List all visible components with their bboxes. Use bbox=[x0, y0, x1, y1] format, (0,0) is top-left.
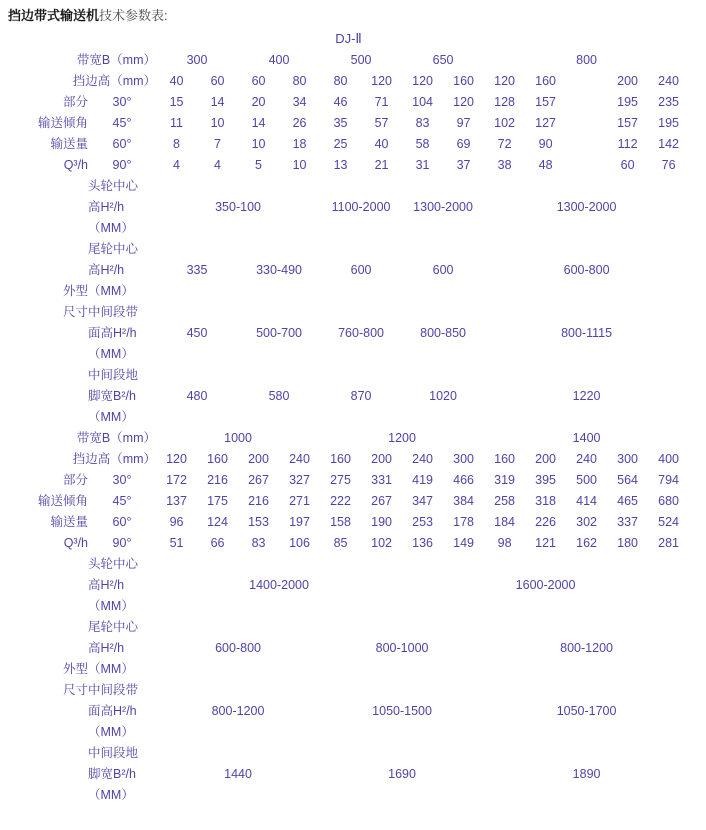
table-cell: 200 bbox=[371, 452, 392, 466]
table-cell: 98 bbox=[497, 536, 512, 550]
table-cell: 258 bbox=[494, 494, 515, 508]
table-cell: 10 bbox=[251, 137, 266, 151]
table-cell: （MM） bbox=[88, 725, 134, 739]
table-row bbox=[8, 470, 689, 491]
table-cell: 178 bbox=[453, 515, 474, 529]
table-cell: 11 bbox=[170, 116, 183, 130]
table-cell: 160 bbox=[207, 452, 228, 466]
table-row bbox=[8, 554, 689, 575]
params-table-body bbox=[8, 50, 689, 806]
table-cell: 71 bbox=[374, 95, 389, 109]
table-cell: 162 bbox=[576, 536, 597, 550]
table-row bbox=[8, 113, 689, 134]
table-cell: 300 bbox=[617, 452, 638, 466]
table-cell-empty bbox=[8, 176, 88, 197]
table-cell: （MM） bbox=[88, 284, 134, 298]
table-cell: 395 bbox=[535, 473, 556, 487]
table-cell: （MM） bbox=[88, 662, 134, 676]
table-cell-empty bbox=[156, 344, 689, 365]
table-cell: 14 bbox=[251, 116, 266, 130]
table-cell: （MM） bbox=[88, 599, 134, 613]
table-cell: 1050-1500 bbox=[372, 704, 432, 718]
table-row bbox=[8, 155, 689, 176]
table-row bbox=[8, 281, 689, 302]
table-cell-empty bbox=[156, 302, 689, 323]
table-cell-empty bbox=[156, 218, 689, 239]
table-cell: 180 bbox=[617, 536, 638, 550]
table-cell: 197 bbox=[289, 515, 310, 529]
table-cell-empty bbox=[156, 176, 689, 197]
table-cell-empty bbox=[156, 785, 689, 806]
params-table bbox=[8, 50, 689, 806]
table-row bbox=[8, 323, 689, 344]
table-cell-empty bbox=[8, 218, 88, 239]
table-cell-empty bbox=[156, 659, 689, 680]
table-cell: 466 bbox=[453, 473, 474, 487]
table-cell: 外型 bbox=[62, 284, 88, 298]
table-cell: 83 bbox=[415, 116, 430, 130]
table-cell: 300 bbox=[453, 452, 474, 466]
table-cell-empty bbox=[8, 344, 88, 365]
table-cell: 中间段地 bbox=[88, 368, 139, 382]
table-cell: 106 bbox=[289, 536, 310, 550]
table-cell: 外型 bbox=[62, 662, 88, 676]
table-cell: 8 bbox=[173, 137, 180, 151]
table-cell: 160 bbox=[535, 74, 556, 88]
table-cell: 76 bbox=[661, 158, 676, 172]
table-cell: 18 bbox=[292, 137, 307, 151]
table-cell: 195 bbox=[617, 95, 638, 109]
table-cell-empty bbox=[156, 554, 689, 575]
table-cell: 281 bbox=[658, 536, 679, 550]
table-cell: 157 bbox=[617, 116, 638, 130]
table-cell: 128 bbox=[494, 95, 515, 109]
table-cell: 600 bbox=[432, 263, 454, 277]
table-cell: 部分 bbox=[62, 473, 88, 487]
table-cell: 60 bbox=[251, 74, 266, 88]
table-cell: 800-1200 bbox=[560, 641, 613, 655]
table-cell: 1200 bbox=[388, 431, 416, 445]
table-cell: 头轮中心 bbox=[88, 179, 139, 193]
table-cell: 200 bbox=[248, 452, 269, 466]
page-title-rest: 技术参数表: bbox=[99, 8, 168, 23]
table-cell: 240 bbox=[412, 452, 433, 466]
table-cell: 500 bbox=[576, 473, 597, 487]
table-cell: 60 bbox=[210, 74, 225, 88]
table-cell: Q³/h bbox=[63, 536, 88, 550]
table-cell: 带宽B（mm） bbox=[76, 53, 157, 67]
table-cell: 222 bbox=[330, 494, 351, 508]
table-cell: 800-1000 bbox=[375, 641, 429, 655]
table-cell: 48 bbox=[538, 158, 553, 172]
table-cell: 输送量 bbox=[50, 515, 88, 529]
table-cell-empty bbox=[8, 197, 88, 218]
table-cell: 302 bbox=[576, 515, 597, 529]
table-cell: 尺寸 bbox=[62, 683, 88, 697]
table-cell: 149 bbox=[453, 536, 474, 550]
table-cell: 271 bbox=[289, 494, 310, 508]
table-cell: 26 bbox=[292, 116, 307, 130]
table-row bbox=[8, 344, 689, 365]
table-cell: 235 bbox=[658, 95, 679, 109]
table-cell: 38 bbox=[497, 158, 512, 172]
table-cell: Q³/h bbox=[63, 158, 88, 172]
table-row bbox=[8, 428, 689, 449]
table-cell: 400 bbox=[658, 452, 679, 466]
table-cell: 4 bbox=[173, 158, 180, 172]
table-cell: 1050-1700 bbox=[556, 704, 617, 718]
table-cell: 1400 bbox=[572, 431, 601, 445]
table-cell: 200 bbox=[617, 74, 638, 88]
table-cell: 190 bbox=[371, 515, 392, 529]
table-cell: 1690 bbox=[388, 767, 416, 781]
table-cell: 37 bbox=[456, 158, 471, 172]
table-row bbox=[8, 449, 689, 470]
table-cell: 240 bbox=[289, 452, 310, 466]
table-cell: 760-800 bbox=[338, 326, 384, 340]
table-cell: 120 bbox=[412, 74, 433, 88]
table-cell: 253 bbox=[412, 515, 433, 529]
table-cell: 31 bbox=[415, 158, 430, 172]
table-cell: 尾轮中心 bbox=[88, 242, 139, 256]
table-cell: 136 bbox=[412, 536, 433, 550]
table-cell-empty bbox=[8, 743, 88, 764]
table-row bbox=[8, 491, 689, 512]
table-row bbox=[8, 701, 689, 722]
table-cell: 800-1115 bbox=[561, 326, 613, 340]
table-cell: 500-700 bbox=[256, 326, 302, 340]
table-cell: 96 bbox=[169, 515, 184, 529]
table-cell: 46 bbox=[333, 95, 348, 109]
table-cell-empty bbox=[8, 617, 88, 638]
table-cell-empty bbox=[156, 617, 689, 638]
table-cell: 350-100 bbox=[215, 200, 261, 214]
table-cell: 60° bbox=[112, 515, 132, 529]
table-cell: 30° bbox=[112, 95, 132, 109]
table-cell: 1600-2000 bbox=[515, 578, 576, 592]
table-cell: 1100-2000 bbox=[331, 200, 391, 214]
table-row bbox=[8, 743, 689, 764]
table-cell: 160 bbox=[330, 452, 351, 466]
table-cell-empty bbox=[8, 764, 88, 785]
table-cell: 挡边高（mm） bbox=[72, 74, 157, 88]
table-cell: 195 bbox=[658, 116, 679, 130]
table-cell: 275 bbox=[330, 473, 351, 487]
table-row bbox=[8, 512, 689, 533]
table-cell: 25 bbox=[333, 137, 348, 151]
table-cell: 318 bbox=[535, 494, 556, 508]
table-cell: 57 bbox=[374, 116, 389, 130]
table-cell: 240 bbox=[658, 74, 679, 88]
table-row bbox=[8, 71, 689, 92]
table-cell-empty bbox=[156, 407, 689, 428]
table-cell: 267 bbox=[248, 473, 269, 487]
table-cell: 419 bbox=[412, 473, 433, 487]
table-cell: 高H²/h bbox=[88, 200, 125, 214]
table-cell-empty bbox=[8, 596, 88, 617]
table-cell: 脚宽B²/h bbox=[88, 389, 136, 403]
table-cell: 13 bbox=[333, 158, 348, 172]
table-cell: 327 bbox=[289, 473, 310, 487]
table-cell: 面高H²/h bbox=[88, 704, 137, 718]
table-cell: 337 bbox=[617, 515, 638, 529]
table-cell: （MM） bbox=[88, 410, 134, 424]
table-row bbox=[8, 533, 689, 554]
table-cell: 20 bbox=[251, 95, 266, 109]
table-cell: 尺寸 bbox=[62, 305, 88, 319]
table-row bbox=[8, 596, 689, 617]
table-cell: 335 bbox=[186, 263, 208, 277]
table-cell-empty bbox=[156, 281, 689, 302]
table-cell: 7 bbox=[214, 137, 221, 151]
table-cell: 870 bbox=[350, 389, 372, 403]
table-cell: 60 bbox=[620, 158, 635, 172]
table-cell: 高H²/h bbox=[88, 641, 125, 655]
table-cell: 800-850 bbox=[420, 326, 466, 340]
table-cell: 挡边高（mm） bbox=[72, 452, 157, 466]
table-cell: 120 bbox=[453, 95, 474, 109]
table-cell: 72 bbox=[497, 137, 512, 151]
table-row bbox=[8, 239, 689, 260]
table-cell: 输送量 bbox=[50, 137, 88, 151]
table-cell-empty bbox=[8, 701, 88, 722]
table-row bbox=[8, 659, 689, 680]
table-cell: 4 bbox=[214, 158, 221, 172]
table-cell: 800 bbox=[576, 53, 597, 67]
table-row bbox=[8, 575, 689, 596]
table-cell: 800-1200 bbox=[211, 704, 265, 718]
table-cell: 120 bbox=[494, 74, 515, 88]
table-cell-empty bbox=[8, 239, 88, 260]
table-cell: 51 bbox=[169, 536, 184, 550]
table-cell-empty bbox=[566, 113, 607, 134]
table-cell: 带宽B（mm） bbox=[76, 431, 157, 445]
table-cell: 650 bbox=[432, 53, 454, 67]
table-cell: 200 bbox=[535, 452, 556, 466]
table-cell: 1300-2000 bbox=[413, 200, 473, 214]
table-cell: 600 bbox=[350, 263, 372, 277]
table-cell-empty bbox=[8, 785, 88, 806]
table-cell: 120 bbox=[371, 74, 392, 88]
table-cell: 331 bbox=[371, 473, 392, 487]
table-cell: 104 bbox=[412, 95, 433, 109]
table-cell: 226 bbox=[535, 515, 556, 529]
table-cell: 267 bbox=[371, 494, 392, 508]
table-row bbox=[8, 218, 689, 239]
table-cell: 153 bbox=[248, 515, 269, 529]
table-cell-empty bbox=[156, 365, 689, 386]
table-cell: 384 bbox=[453, 494, 474, 508]
table-row bbox=[8, 134, 689, 155]
table-cell: 14 bbox=[210, 95, 225, 109]
table-cell: 500 bbox=[350, 53, 372, 67]
table-cell: 216 bbox=[207, 473, 228, 487]
table-cell: 40 bbox=[374, 137, 389, 151]
table-cell: 580 bbox=[268, 389, 290, 403]
table-cell-empty bbox=[156, 722, 689, 743]
table-cell: 97 bbox=[456, 116, 471, 130]
table-cell: 40 bbox=[169, 74, 184, 88]
table-cell-empty bbox=[566, 92, 607, 113]
table-cell-empty bbox=[8, 575, 88, 596]
table-cell: 172 bbox=[166, 473, 187, 487]
table-cell: 414 bbox=[576, 494, 597, 508]
table-cell: 10 bbox=[210, 116, 225, 130]
table-cell-empty bbox=[8, 323, 88, 344]
table-cell: 35 bbox=[333, 116, 348, 130]
table-cell: 1440 bbox=[224, 767, 252, 781]
table-cell: 头轮中心 bbox=[88, 557, 139, 571]
table-cell: 184 bbox=[494, 515, 515, 529]
table-cell: 158 bbox=[330, 515, 351, 529]
table-cell: 794 bbox=[658, 473, 679, 487]
table-row bbox=[8, 302, 689, 323]
table-cell: 160 bbox=[494, 452, 515, 466]
table-cell: 脚宽B²/h bbox=[88, 767, 136, 781]
table-cell: 90 bbox=[538, 137, 553, 151]
table-cell: 240 bbox=[576, 452, 597, 466]
table-cell: （MM） bbox=[88, 347, 134, 361]
table-cell: 输送倾角 bbox=[37, 116, 88, 130]
page-title-bold: 挡边带式输送机 bbox=[8, 8, 100, 23]
table-cell-empty bbox=[566, 155, 607, 176]
table-cell-empty bbox=[8, 386, 88, 407]
table-cell: 465 bbox=[617, 494, 638, 508]
table-cell: 1300-2000 bbox=[556, 200, 617, 214]
table-cell-empty bbox=[156, 239, 689, 260]
table-cell: 1400-2000 bbox=[249, 578, 309, 592]
table-cell: 部分 bbox=[62, 95, 88, 109]
table-row bbox=[8, 92, 689, 113]
table-cell: 1220 bbox=[572, 389, 601, 403]
table-cell: 124 bbox=[207, 515, 228, 529]
table-cell: 输送倾角 bbox=[37, 494, 88, 508]
table-cell: 600-800 bbox=[215, 641, 261, 655]
table-cell: 45° bbox=[112, 494, 132, 508]
table-cell: 102 bbox=[494, 116, 515, 130]
table-cell: 400 bbox=[268, 53, 290, 67]
table-cell: 680 bbox=[658, 494, 679, 508]
table-cell-empty bbox=[8, 554, 88, 575]
table-row bbox=[8, 764, 689, 785]
table-cell: 1000 bbox=[224, 431, 252, 445]
table-cell-empty bbox=[8, 638, 88, 659]
table-cell: 80 bbox=[292, 74, 307, 88]
table-cell: 347 bbox=[412, 494, 433, 508]
table-cell: 319 bbox=[494, 473, 515, 487]
table-cell: 600-800 bbox=[563, 263, 610, 277]
table-row bbox=[8, 176, 689, 197]
table-cell-empty bbox=[156, 680, 689, 701]
table-cell: 564 bbox=[617, 473, 638, 487]
table-cell-empty bbox=[8, 407, 88, 428]
table-cell: （MM） bbox=[88, 788, 134, 802]
table-cell: 83 bbox=[251, 536, 266, 550]
table-cell: 112 bbox=[617, 137, 638, 151]
table-cell: 300 bbox=[186, 53, 208, 67]
table-cell: 中间段地 bbox=[88, 746, 139, 760]
table-cell: 尾轮中心 bbox=[88, 620, 139, 634]
table-cell: 157 bbox=[535, 95, 556, 109]
table-cell: 480 bbox=[186, 389, 208, 403]
table-cell: 5 bbox=[255, 158, 262, 172]
table-cell: 330-490 bbox=[256, 263, 302, 277]
table-cell: 34 bbox=[292, 95, 307, 109]
table-cell: 524 bbox=[658, 515, 679, 529]
table-cell: 1890 bbox=[572, 767, 601, 781]
table-cell-empty bbox=[566, 71, 607, 92]
table-cell: 85 bbox=[333, 536, 348, 550]
table-cell: 66 bbox=[210, 536, 225, 550]
table-row bbox=[8, 197, 689, 218]
table-cell: 60° bbox=[112, 137, 132, 151]
table-cell: 45° bbox=[112, 116, 132, 130]
table-cell: 1020 bbox=[429, 389, 457, 403]
table-cell: 216 bbox=[248, 494, 269, 508]
table-cell: （MM） bbox=[88, 221, 134, 235]
table-cell: 160 bbox=[453, 74, 474, 88]
table-row bbox=[8, 785, 689, 806]
table-cell: 102 bbox=[371, 536, 392, 550]
table-cell: 15 bbox=[169, 95, 184, 109]
table-cell-empty bbox=[156, 743, 689, 764]
table-cell-empty bbox=[8, 260, 88, 281]
table-row bbox=[8, 386, 689, 407]
table-cell: 69 bbox=[456, 137, 471, 151]
table-cell: 面高H²/h bbox=[88, 326, 137, 340]
table-row bbox=[8, 260, 689, 281]
table-cell: 121 bbox=[535, 536, 556, 550]
table-cell-empty bbox=[566, 134, 607, 155]
table-cell: 137 bbox=[166, 494, 187, 508]
table-cell: 中间段带 bbox=[88, 305, 139, 319]
table-row bbox=[8, 407, 689, 428]
table-row bbox=[8, 50, 689, 71]
table-cell: 中间段带 bbox=[88, 683, 139, 697]
table-cell: 高H²/h bbox=[88, 578, 125, 592]
table-cell: 10 bbox=[292, 158, 307, 172]
table-cell-empty bbox=[8, 365, 88, 386]
table-cell: 高H²/h bbox=[88, 263, 125, 277]
table-cell: 90° bbox=[112, 536, 132, 550]
model-label: DJ-Ⅱ bbox=[335, 31, 362, 46]
table-cell: 120 bbox=[166, 452, 187, 466]
table-cell: 127 bbox=[535, 116, 556, 130]
table-row bbox=[8, 722, 689, 743]
table-cell: 30° bbox=[112, 473, 132, 487]
table-cell: 450 bbox=[186, 326, 208, 340]
page-title bbox=[8, 8, 706, 24]
table-cell-empty bbox=[156, 596, 689, 617]
table-row bbox=[8, 617, 689, 638]
table-cell: 90° bbox=[112, 158, 132, 172]
table-cell-empty bbox=[8, 722, 88, 743]
table-cell: 80 bbox=[333, 74, 348, 88]
table-cell: 21 bbox=[374, 158, 389, 172]
table-row bbox=[8, 365, 689, 386]
table-cell: 58 bbox=[415, 137, 430, 151]
table-cell: 175 bbox=[207, 494, 228, 508]
table-row bbox=[8, 680, 689, 701]
table-row bbox=[8, 638, 689, 659]
table-cell: 142 bbox=[658, 137, 679, 151]
